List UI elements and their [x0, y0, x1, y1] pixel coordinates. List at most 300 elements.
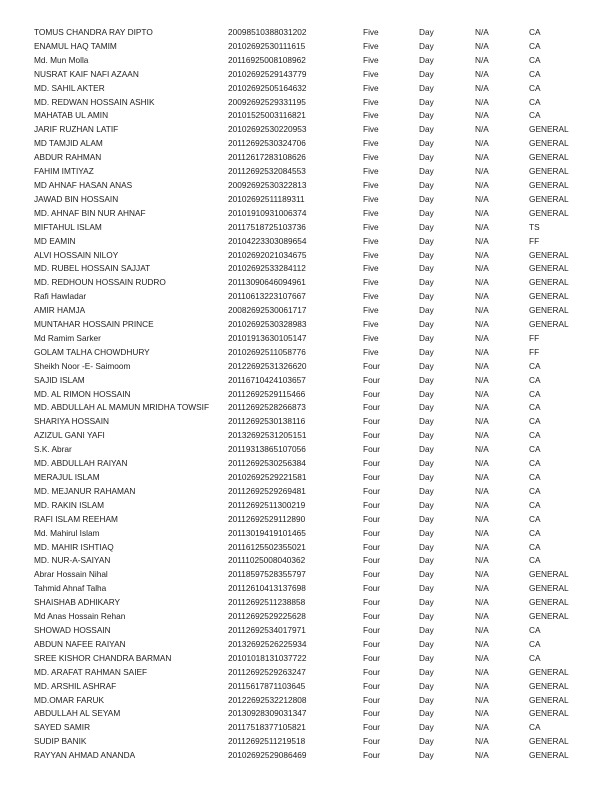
student-name: MD. AHNAF BIN NUR AHNAF — [34, 207, 146, 218]
class-cell: Five — [363, 249, 379, 260]
shift-cell: Day — [419, 207, 434, 218]
table-row — [0, 40, 612, 54]
group-cell: CA — [529, 40, 541, 51]
group-cell: CA — [529, 499, 541, 510]
status-cell: N/A — [475, 360, 489, 371]
class-cell: Four — [363, 597, 381, 608]
student-name: RAFI ISLAM REEHAM — [34, 513, 118, 524]
student-id: 20122692532212808 — [228, 694, 307, 705]
shift-cell: Day — [419, 291, 434, 302]
class-cell: Five — [363, 319, 379, 330]
student-id: 20132692531205151 — [228, 430, 307, 441]
shift-cell: Day — [419, 472, 434, 482]
class-cell: Four — [363, 430, 381, 441]
shift-cell: Day — [419, 179, 434, 190]
group-cell: GENERAL — [529, 207, 569, 218]
class-cell: Four — [363, 666, 381, 677]
class-cell: Four — [363, 499, 381, 510]
student-id: 20112617283108626 — [228, 152, 306, 163]
shift-cell: Day — [419, 736, 434, 747]
group-cell: CA — [529, 527, 541, 538]
student-id: 20112692529112890 — [228, 513, 306, 524]
table-row — [0, 207, 612, 221]
table-row — [0, 109, 612, 123]
status-cell: N/A — [475, 708, 489, 719]
group-cell: CA — [529, 513, 541, 524]
student-id: 20102692529221581 — [228, 472, 307, 482]
status-cell: N/A — [475, 221, 489, 232]
student-name: SHARIYA HOSSAIN — [34, 416, 109, 427]
student-name: MERAJUL ISLAM — [34, 472, 100, 482]
table-row — [0, 137, 612, 151]
status-cell: N/A — [475, 332, 489, 343]
group-cell: CA — [529, 96, 541, 107]
table-row — [0, 568, 612, 582]
group-cell: GENERAL — [529, 666, 569, 677]
status-cell: N/A — [475, 638, 489, 649]
table-row — [0, 332, 612, 346]
class-cell: Four — [363, 444, 381, 455]
table-row — [0, 360, 612, 374]
student-name: MD. RAKIN ISLAM — [34, 499, 105, 510]
table-row — [0, 179, 612, 193]
group-cell: CA — [529, 388, 541, 399]
status-cell: N/A — [475, 124, 489, 135]
student-id: 20112610413137698 — [228, 583, 306, 594]
table-row — [0, 429, 612, 443]
status-cell: N/A — [475, 346, 489, 357]
shift-cell: Day — [419, 166, 434, 177]
status-cell: N/A — [475, 527, 489, 538]
student-name: MD. SAHIL AKTER — [34, 82, 105, 93]
student-id: 20112692529225628 — [228, 611, 306, 622]
shift-cell: Day — [419, 346, 434, 357]
shift-cell: Day — [419, 68, 434, 79]
group-cell: GENERAL — [529, 583, 569, 594]
group-cell: GENERAL — [529, 736, 569, 747]
shift-cell: Day — [419, 750, 434, 761]
student-id: 20122692531326620 — [228, 360, 307, 371]
shift-cell: Day — [419, 360, 434, 371]
student-name: Sheikh Noor -E- Saimoom — [34, 360, 131, 371]
status-cell: N/A — [475, 138, 489, 149]
status-cell: N/A — [475, 541, 489, 552]
group-cell: GENERAL — [529, 263, 569, 274]
student-id: 20112692529263247 — [228, 666, 306, 677]
table-row — [0, 304, 612, 318]
student-name: S.K. Abrar — [34, 444, 72, 455]
class-cell: Five — [363, 110, 379, 121]
student-id: 20110613223107667 — [228, 291, 306, 302]
group-cell: TS — [529, 221, 540, 232]
student-name: SUDIP BANIK — [34, 736, 87, 747]
table-row — [0, 735, 612, 749]
shift-cell: Day — [419, 583, 434, 594]
student-id: 20102692530220953 — [228, 124, 307, 135]
table-row — [0, 151, 612, 165]
status-cell: N/A — [475, 736, 489, 747]
shift-cell: Day — [419, 624, 434, 635]
student-name: AZIZUL GANI YAFI — [34, 430, 105, 441]
table-row — [0, 457, 612, 471]
class-cell: Five — [363, 263, 379, 274]
class-cell: Five — [363, 68, 379, 79]
table-row — [0, 443, 612, 457]
group-cell: CA — [529, 374, 541, 385]
status-cell: N/A — [475, 750, 489, 761]
class-cell: Five — [363, 235, 379, 246]
class-cell: Five — [363, 124, 379, 135]
student-id: 20113090646094961 — [228, 277, 306, 288]
group-cell: GENERAL — [529, 138, 569, 149]
student-id: 20101913630105147 — [228, 332, 307, 343]
student-name: MD.OMAR FARUK — [34, 694, 105, 705]
student-name: MD TAMJID ALAM — [34, 138, 103, 149]
class-cell: Five — [363, 166, 379, 177]
student-id: 20102692529143779 — [228, 68, 307, 79]
class-cell: Four — [363, 374, 381, 385]
status-cell: N/A — [475, 179, 489, 190]
class-cell: Four — [363, 569, 381, 580]
student-name: MD AHNAF HASAN ANAS — [34, 179, 133, 190]
student-name: MD. MAHIR ISHTIAQ — [34, 541, 114, 552]
shift-cell: Day — [419, 708, 434, 719]
student-id: 20132692526225934 — [228, 638, 307, 649]
class-cell: Four — [363, 402, 381, 413]
shift-cell: Day — [419, 402, 434, 413]
group-cell: CA — [529, 110, 541, 121]
class-cell: Five — [363, 179, 379, 190]
group-cell: GENERAL — [529, 597, 569, 608]
group-cell: CA — [529, 652, 541, 663]
student-id: 20102692511189311 — [228, 193, 305, 204]
status-cell: N/A — [475, 291, 489, 302]
student-name: ALVI HOSSAIN NILOY — [34, 249, 119, 260]
student-id: 20102692530328983 — [228, 319, 307, 330]
student-name: FAHIM IMTIYAZ — [34, 166, 94, 177]
class-cell: Four — [363, 458, 381, 469]
status-cell: N/A — [475, 305, 489, 316]
group-cell: CA — [529, 402, 541, 413]
status-cell: N/A — [475, 458, 489, 469]
student-name: SAJID ISLAM — [34, 374, 85, 385]
class-cell: Four — [363, 736, 381, 747]
shift-cell: Day — [419, 485, 434, 496]
group-cell: GENERAL — [529, 166, 569, 177]
class-cell: Four — [363, 513, 381, 524]
table-row — [0, 193, 612, 207]
student-id: 20117518725103736 — [228, 221, 306, 232]
shift-cell: Day — [419, 680, 434, 691]
table-row — [0, 582, 612, 596]
status-cell: N/A — [475, 27, 489, 37]
status-cell: N/A — [475, 430, 489, 441]
group-cell: CA — [529, 722, 541, 733]
class-cell: Five — [363, 40, 379, 51]
class-cell: Five — [363, 27, 379, 37]
class-cell: Five — [363, 291, 379, 302]
student-id: 20101910931006374 — [228, 207, 307, 218]
table-row — [0, 401, 612, 415]
shift-cell: Day — [419, 82, 434, 93]
group-cell: GENERAL — [529, 277, 569, 288]
table-row — [0, 346, 612, 360]
group-cell: CA — [529, 485, 541, 496]
status-cell: N/A — [475, 166, 489, 177]
student-id: 20102692505164632 — [228, 82, 307, 93]
student-id: 20112692530138116 — [228, 416, 306, 427]
student-id: 20092692530322813 — [228, 179, 307, 190]
group-cell: CA — [529, 82, 541, 93]
class-cell: Five — [363, 82, 379, 93]
student-id: 20101525003116821 — [228, 110, 306, 121]
student-name: MD. ARAFAT RAHMAN SAIEF — [34, 666, 148, 677]
shift-cell: Day — [419, 430, 434, 441]
group-cell: CA — [529, 54, 541, 65]
group-cell: CA — [529, 416, 541, 427]
table-row — [0, 499, 612, 513]
group-cell: CA — [529, 472, 541, 482]
table-row — [0, 513, 612, 527]
table-row — [0, 652, 612, 666]
class-cell: Four — [363, 722, 381, 733]
group-cell: GENERAL — [529, 124, 569, 135]
student-id: 20112692532084553 — [228, 166, 306, 177]
status-cell: N/A — [475, 374, 489, 385]
shift-cell: Day — [419, 416, 434, 427]
status-cell: N/A — [475, 694, 489, 705]
group-cell: CA — [529, 541, 541, 552]
class-cell: Five — [363, 346, 379, 357]
table-row — [0, 374, 612, 388]
class-cell: Five — [363, 221, 379, 232]
student-id: 20119313865107056 — [228, 444, 306, 455]
class-cell: Four — [363, 708, 381, 719]
shift-cell: Day — [419, 388, 434, 399]
class-cell: Four — [363, 652, 381, 663]
student-name: MD EAMIN — [34, 235, 76, 246]
shift-cell: Day — [419, 319, 434, 330]
student-id: 20117518377105821 — [228, 722, 306, 733]
student-name: MD. NUR-A-SAIYAN — [34, 555, 111, 566]
status-cell: N/A — [475, 249, 489, 260]
shift-cell: Day — [419, 458, 434, 469]
student-id: 20092692529331195 — [228, 96, 306, 107]
table-row — [0, 276, 612, 290]
group-cell: GENERAL — [529, 152, 569, 163]
shift-cell: Day — [419, 513, 434, 524]
shift-cell: Day — [419, 597, 434, 608]
status-cell: N/A — [475, 416, 489, 427]
class-cell: Five — [363, 152, 379, 163]
table-row — [0, 694, 612, 708]
shift-cell: Day — [419, 569, 434, 580]
status-cell: N/A — [475, 680, 489, 691]
class-cell: Five — [363, 207, 379, 218]
table-row — [0, 26, 612, 40]
status-cell: N/A — [475, 499, 489, 510]
group-cell: GENERAL — [529, 680, 569, 691]
student-id: 20112692534017971 — [228, 624, 306, 635]
student-id: 20115617871103645 — [228, 680, 306, 691]
shift-cell: Day — [419, 652, 434, 663]
status-cell: N/A — [475, 388, 489, 399]
table-row — [0, 262, 612, 276]
status-cell: N/A — [475, 722, 489, 733]
shift-cell: Day — [419, 277, 434, 288]
shift-cell: Day — [419, 694, 434, 705]
student-name: MD. MEJANUR RAHAMAN — [34, 485, 136, 496]
group-cell: GENERAL — [529, 305, 569, 316]
status-cell: N/A — [475, 555, 489, 566]
shift-cell: Day — [419, 374, 434, 385]
student-id: 20112692529269481 — [228, 485, 306, 496]
student-name: JAWAD BIN HOSSAIN — [34, 193, 119, 204]
student-id: 20082692530061717 — [228, 305, 307, 316]
status-cell: N/A — [475, 110, 489, 121]
table-row — [0, 221, 612, 235]
student-name: MD. AL RIMON HOSSAIN — [34, 388, 131, 399]
table-row — [0, 388, 612, 402]
status-cell: N/A — [475, 666, 489, 677]
table-row — [0, 249, 612, 263]
student-name: Md Anas Hossain Rehan — [34, 611, 126, 622]
status-cell: N/A — [475, 263, 489, 274]
class-cell: Five — [363, 54, 379, 65]
student-id: 20112692530256384 — [228, 458, 306, 469]
group-cell: CA — [529, 430, 541, 441]
group-cell: CA — [529, 458, 541, 469]
student-name: MIFTAHUL ISLAM — [34, 221, 102, 232]
table-row — [0, 554, 612, 568]
class-cell: Four — [363, 472, 381, 482]
group-cell: GENERAL — [529, 750, 569, 761]
student-id: 20098510388031202 — [228, 27, 307, 37]
group-cell: GENERAL — [529, 611, 569, 622]
group-cell: GENERAL — [529, 569, 569, 580]
status-cell: N/A — [475, 597, 489, 608]
shift-cell: Day — [419, 305, 434, 316]
table-row — [0, 54, 612, 68]
student-id: 20116125502355021 — [228, 541, 306, 552]
table-row — [0, 68, 612, 82]
shift-cell: Day — [419, 96, 434, 107]
student-name: MD. ABDULLAH AL MAMUN MRIDHA TOWSIF — [34, 402, 210, 413]
shift-cell: Day — [419, 54, 434, 65]
student-id: 20113019419101465 — [228, 527, 306, 538]
table-row — [0, 235, 612, 249]
status-cell: N/A — [475, 319, 489, 330]
class-cell: Four — [363, 555, 381, 566]
student-id: 20112692530324706 — [228, 138, 306, 149]
status-cell: N/A — [475, 611, 489, 622]
status-cell: N/A — [475, 569, 489, 580]
status-cell: N/A — [475, 444, 489, 455]
student-name: SAYED SAMIR — [34, 722, 91, 733]
student-name: SREE KISHOR CHANDRA BARMAN — [34, 652, 172, 663]
table-row — [0, 485, 612, 499]
shift-cell: Day — [419, 722, 434, 733]
status-cell: N/A — [475, 82, 489, 93]
status-cell: N/A — [475, 472, 489, 482]
class-cell: Four — [363, 583, 381, 594]
student-id: 20112692511300219 — [228, 499, 306, 510]
student-id: 20102692529086469 — [228, 750, 307, 761]
student-id: 20112692529115466 — [228, 388, 306, 399]
shift-cell: Day — [419, 235, 434, 246]
status-cell: N/A — [475, 513, 489, 524]
table-row — [0, 415, 612, 429]
status-cell: N/A — [475, 40, 489, 51]
group-cell: GENERAL — [529, 291, 569, 302]
student-id: 20116710424103657 — [228, 374, 306, 385]
group-cell: FF — [529, 332, 540, 343]
student-list — [0, 26, 612, 763]
class-cell: Five — [363, 96, 379, 107]
student-name: MD. REDWAN HOSSAIN ASHIK — [34, 96, 155, 107]
table-row — [0, 624, 612, 638]
student-name: SHOWAD HOSSAIN — [34, 624, 111, 635]
status-cell: N/A — [475, 193, 489, 204]
student-id: 20112692511238858 — [228, 597, 306, 608]
student-name: MD. ABDULLAH RAIYAN — [34, 458, 128, 469]
student-id: 20112692511219518 — [228, 736, 306, 747]
group-cell: CA — [529, 555, 541, 566]
shift-cell: Day — [419, 332, 434, 343]
student-name: NUSRAT KAIF NAFI AZAAN — [34, 68, 139, 79]
shift-cell: Day — [419, 249, 434, 260]
class-cell: Five — [363, 332, 379, 343]
group-cell: GENERAL — [529, 193, 569, 204]
student-id: 20101018131037722 — [228, 652, 307, 663]
group-cell: GENERAL — [529, 319, 569, 330]
shift-cell: Day — [419, 27, 434, 37]
shift-cell: Day — [419, 221, 434, 232]
group-cell: FF — [529, 235, 540, 246]
class-cell: Four — [363, 611, 381, 622]
status-cell: N/A — [475, 235, 489, 246]
group-cell: CA — [529, 444, 541, 455]
group-cell: FF — [529, 346, 540, 357]
status-cell: N/A — [475, 68, 489, 79]
student-name: Md. Mun Molla — [34, 54, 89, 65]
student-id: 20112692528266873 — [228, 402, 306, 413]
shift-cell: Day — [419, 193, 434, 204]
shift-cell: Day — [419, 263, 434, 274]
shift-cell: Day — [419, 110, 434, 121]
table-row — [0, 680, 612, 694]
table-row — [0, 610, 612, 624]
group-cell: CA — [529, 638, 541, 649]
student-name: JARIF RUZHAN LATIF — [34, 124, 119, 135]
class-cell: Four — [363, 624, 381, 635]
status-cell: N/A — [475, 652, 489, 663]
student-name: Md. Mahirul Islam — [34, 527, 100, 538]
class-cell: Five — [363, 138, 379, 149]
table-row — [0, 290, 612, 304]
student-name: GOLAM TALHA CHOWDHURY — [34, 346, 150, 357]
shift-cell: Day — [419, 152, 434, 163]
shift-cell: Day — [419, 555, 434, 566]
status-cell: N/A — [475, 402, 489, 413]
class-cell: Four — [363, 388, 381, 399]
student-id: 20102692533284112 — [228, 263, 306, 274]
table-row — [0, 471, 612, 485]
student-name: ABDUR RAHMAN — [34, 152, 102, 163]
group-cell: GENERAL — [529, 249, 569, 260]
student-name: MD. ARSHIL ASHRAF — [34, 680, 117, 691]
table-row — [0, 96, 612, 110]
